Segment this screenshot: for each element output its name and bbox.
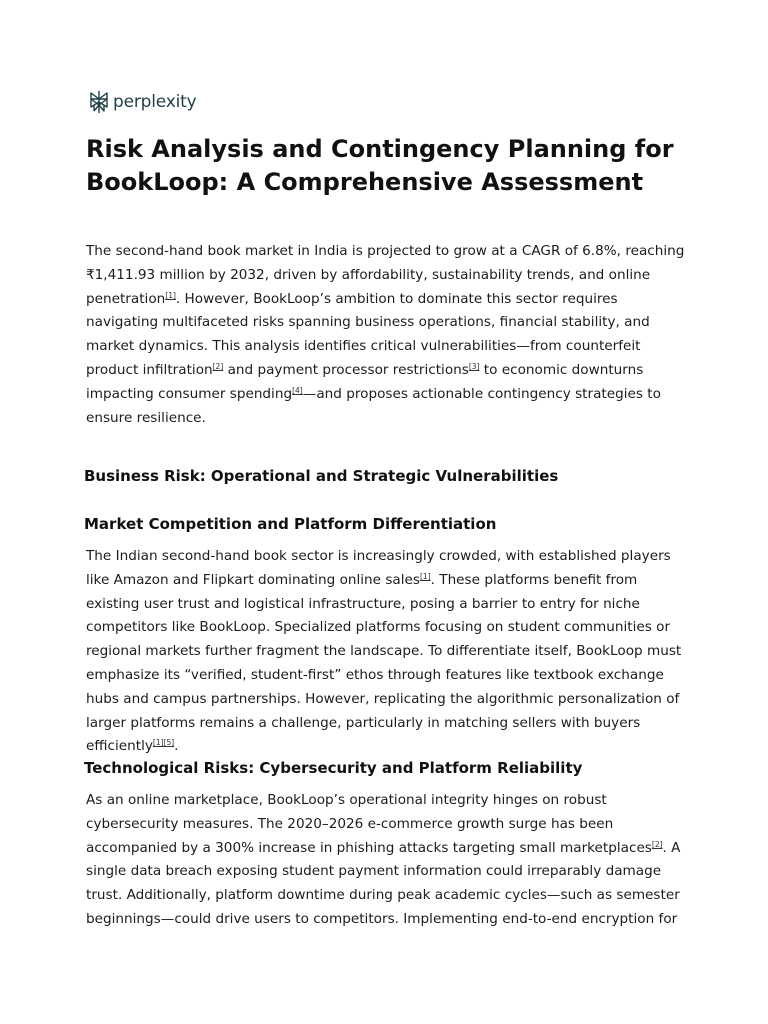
section-heading-business-risk: Business Risk: Operational and Strategic Vulnerabilities — [84, 467, 559, 485]
citation-link[interactable]: [4] — [292, 385, 303, 395]
market-competition-paragraph: The Indian second-hand book sector is increasingly crowded, with established players like Amazon and Flipkart dominating online sales[1]. These platforms benefit from existing user trust and logistical infrastructure, posing a barrier to entry for niche competitors like BookLoop. Specialized platforms focusing on student communities or regional markets further fragment the landscape. To differentiate itself, BookLoop must emphasize its “verified, student-first” ethos through features like textbook exchange hubs and campus partnerships. However, replicating the algorithmic personalization of larger platforms remains a challenge, particularly in matching sellers with buyers efficiently[1][5]. — [86, 548, 682, 755]
brand-name: perplexity — [113, 92, 197, 112]
citation-link[interactable]: [3] — [468, 361, 480, 371]
citation-link[interactable]: [1] — [165, 290, 176, 300]
citation-link[interactable]: [1] — [152, 738, 164, 748]
subsection-heading-technological-risks: Technological Risks: Cybersecurity and Platform Reliability — [84, 759, 583, 777]
page-title: Risk Analysis and Contingency Planning for BookLoop: A Comprehensive Assessment — [86, 135, 674, 196]
citation-link[interactable]: [1] — [420, 571, 431, 581]
citation-link[interactable]: [5] — [163, 738, 175, 748]
citation-link[interactable]: [2] — [212, 361, 224, 371]
brand-logo[interactable] — [89, 90, 196, 114]
technological-risks-paragraph: As an online marketplace, BookLoop’s operational integrity hinges on robust cybersecurity measures. The 2020–2026 e-commerce growth surge has been accompanied by a 300% increase in phishing attacks targeting small marketplaces[2]. A single data breach exposing student payment information could irreparably damage trust. Additionally, platform downtime during peak academic cycles—such as semester beginnings—could drive users to competitors. Implementing end-to-end encryption for — [86, 792, 681, 927]
subsection-heading-market-competition: Market Competition and Platform Differentiation — [84, 515, 497, 533]
citation-link[interactable]: [2] — [651, 839, 663, 849]
perplexity-logo-icon — [89, 90, 109, 114]
intro-paragraph: The second-hand book market in India is projected to grow at a CAGR of 6.8%, reaching ₹1,411.93 million by 2032, driven by affordability, sustainability trends, and online penetration[1]. However, BookLoop’s ambition to dominate this sector requires navigating multifaceted risks spanning business operations, financial stability, and market dynamics. This analysis identifies critical vulnerabilities—from counterfeit product infiltration[2] and payment processor restrictions[3] to economic downturns impacting consumer spending[4]—and proposes actionable contingency strategies to ensure resilience. — [86, 243, 685, 426]
